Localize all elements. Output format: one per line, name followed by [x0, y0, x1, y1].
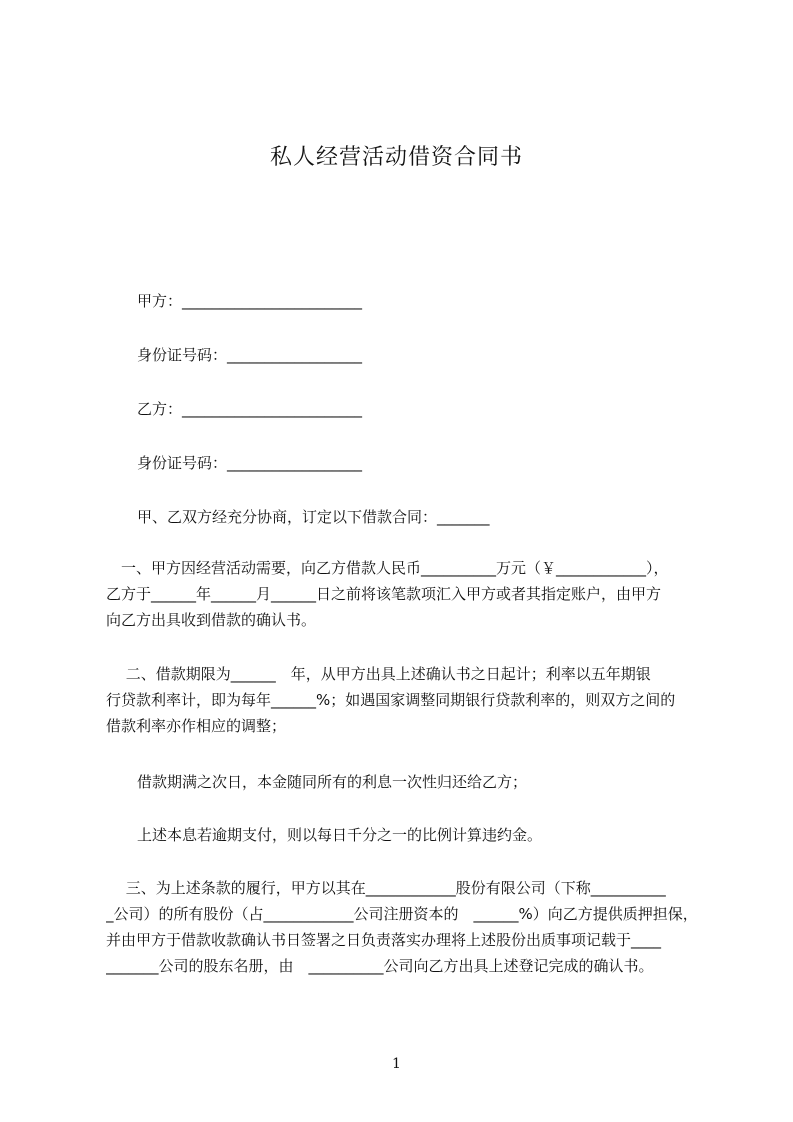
clause-1-line: 乙方于______年______月______日之前将该笔款项汇入甲方或者其指定账户，由甲方	[106, 585, 662, 603]
clause-2	[106, 661, 706, 739]
party-a-id-field: 身份证号码：__________________	[137, 346, 363, 364]
clause-3-line: 并由甲方于借款收款确认书日签署之日负责落实办理将上述股份出质事项记载于____	[106, 931, 662, 949]
intro-paragraph: 甲、乙双方经充分协商，订定以下借款合同：_______	[137, 508, 490, 526]
clause-3	[106, 875, 706, 979]
clause-2-line: 行贷款利率计，即为每年______%；如遇国家调整同期银行贷款利率的，则双方之间的	[106, 691, 676, 709]
clause-1	[106, 555, 706, 633]
clause-1-line: 一、甲方因经营活动需要，向乙方借款人民币__________万元（￥____________），	[106, 559, 669, 577]
clause-2-repayment-note: 借款期满之次日，本金随同所有的利息一次性归还给乙方；	[137, 773, 528, 791]
clause-2-line: 二、借款期限为______ 年，从甲方出具上述确认书之日起计；利率以五年期银	[106, 665, 651, 683]
clause-2-penalty-note: 上述本息若逾期支付，则以每日千分之一的比例计算违约金。	[137, 826, 543, 844]
party-b-field: 乙方：________________________	[137, 400, 363, 418]
document-title: 私人经营活动借资合同书	[269, 145, 523, 170]
clause-2-line: 借款利率亦作相应的调整；	[106, 717, 287, 735]
clause-3-line: _______公司的股东名册，由 __________公司向乙方出具上述登记完成的确认书。	[106, 957, 654, 975]
clause-3-line: _公司）的所有股份（占____________公司注册资本的 ______%）向乙方提供质押担保，	[106, 905, 698, 923]
clause-1-line: 向乙方出具收到借款的确认书。	[106, 611, 317, 629]
page-number: 1	[392, 1056, 401, 1072]
party-b-id-field: 身份证号码：__________________	[137, 454, 363, 472]
party-a-field: 甲方：________________________	[137, 292, 363, 310]
clause-3-line: 三、为上述条款的履行，甲方以其在____________股份有限公司（下称__________	[106, 879, 666, 897]
